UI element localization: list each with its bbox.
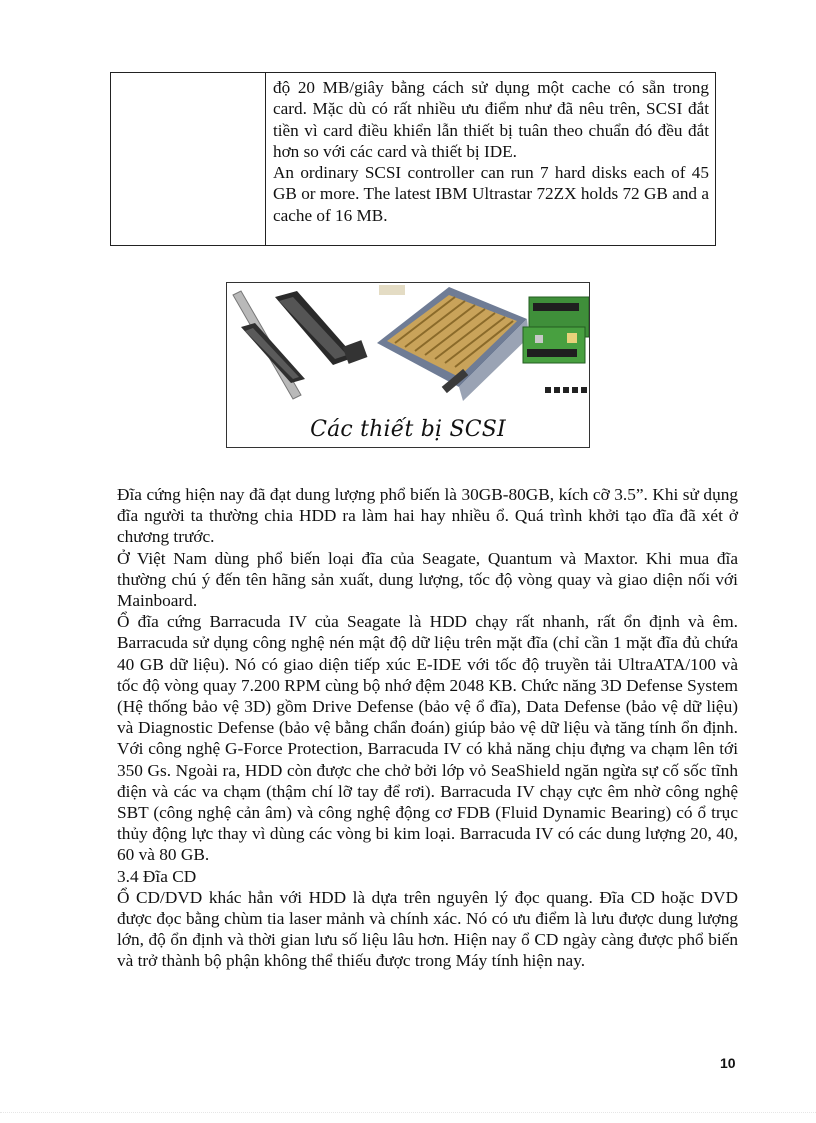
footer-rule	[0, 1112, 816, 1113]
figure-caption: Các thiết bị SCSI	[310, 417, 506, 442]
scsi-devices-image	[227, 283, 590, 417]
scsi-devices-figure	[226, 282, 590, 448]
table-right-cell	[266, 73, 715, 245]
page-number: 10	[720, 1055, 736, 1071]
paragraph-barracuda: Ổ đĩa cứng Barracuda IV của Seagate là HDD chạy rất nhanh, rất ổn định và êm. Barracuda sử dụng công nghệ nén mật độ dữ liệu trên mặt đĩa (chỉ cần 1 mặt đĩa đủ chứa 40 GB dữ liệu). Nó có giao diện tiếp xúc E-IDE với tốc độ truyền tải UltraATA/100 và tốc độ vòng quay 7.200 RPM cùng bộ nhớ đệm 2048 KB. Chức năng 3D Defense System (Hệ thống bảo vệ 3D) gồm Drive Defense (bảo vệ ổ đĩa), Data Defense (bảo vệ dữ liệu) và Diagnostic Defense (bảo vệ bằng chẩn đoán) giúp bảo vệ dữ liệu và tăng tính ổn định. Với công nghệ G-Force Protection, Barracuda IV có khả năng chịu đựng va chạm lên tới 350 Gs. Ngoài ra, HDD còn được che chở bởi lớp vỏ SeaShield ngăn ngừa sự cố sốc tĩnh điện và các va chạm (thậm chí lỡ tay để rơi). Barracuda IV chạy cực êm nhờ công nghệ SBT (công nghệ cản âm) và công nghệ động cơ FDB (Fluid Dynamic Bearing) có ổ trục thủy động lực thay vì dùng các vòng bi kim loại. Barracuda IV có các dung lượng 20, 40, 60 và 80 GB.	[117, 612, 738, 865]
section-heading-cd: 3.4 Đĩa CD	[117, 866, 197, 886]
body-text	[117, 484, 738, 972]
paragraph-cd-dvd: Ổ CD/DVD khác hẳn với HDD là dựa trên nguyên lý đọc quang. Đĩa CD hoặc DVD được đọc bằng chùm tia laser mảnh và chính xác. Nó có ưu điểm là lưu được dung lượng lớn, độ ổn định và thời gian lưu số liệu lâu hơn. Hiện nay ổ CD ngày càng được phổ biến và trở thành bộ phận không thể thiếu được trong Máy tính hiện nay.	[117, 887, 738, 971]
table-left-cell	[111, 73, 266, 245]
table-text-english: An ordinary SCSI controller can run 7 hard disks each of 45 GB or more. The latest IBM Ultrastar 72ZX holds 72 GB and a cache of 16 MB.	[273, 163, 709, 225]
paragraph-hdd-capacity: Đĩa cứng hiện nay đã đạt dung lượng phổ biến là 30GB-80GB, kích cỡ 3.5”. Khi sử dụng đĩa người ta thường chia HDD ra làm hai hay nhiều ổ. Quá trình khởi tạo đĩa đã xét ở chương trước.	[117, 485, 738, 547]
paragraph-vietnam-brands: Ở Việt Nam dùng phổ biến loại đĩa của Seagate, Quantum và Maxtor. Khi mua đĩa thường chú ý đến tên hãng sản xuất, dung lượng, tốc độ vòng quay và giao diện nối với Mainboard.	[117, 548, 738, 611]
table-text-vietnamese: độ 20 MB/giây bằng cách sử dụng một cache có sẵn trong card. Mặc dù có rất nhiều ưu điểm như đã nêu trên, SCSI đắt tiền vì card điều khiển lẫn thiết bị tuân theo chuẩn đó đều đắt hơn so với các card và thiết bị IDE.	[273, 78, 709, 161]
content-table	[110, 72, 716, 246]
